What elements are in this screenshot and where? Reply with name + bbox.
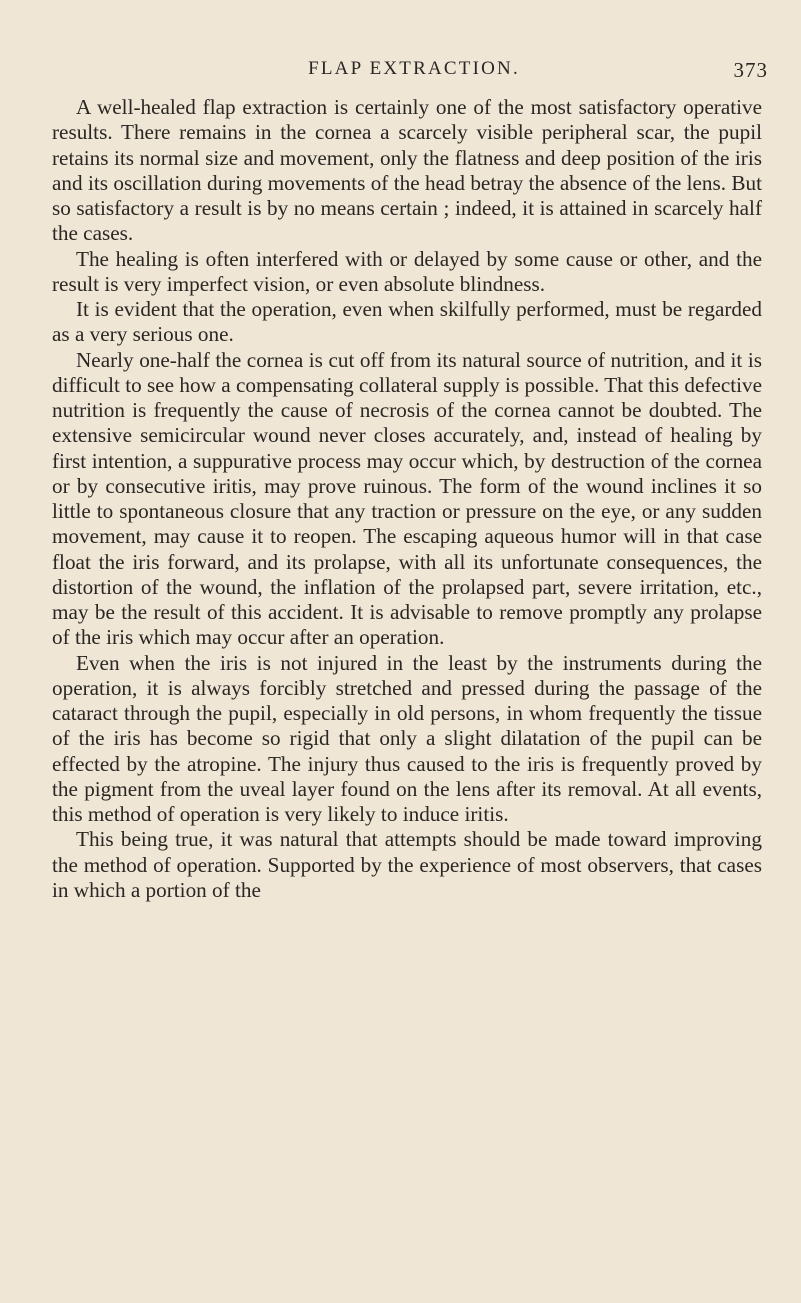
page-header	[60, 58, 768, 88]
paragraph-1: A well-healed flap extraction is certainly one of the most satisfactory operative results. There remains in the cornea a scarcely visible peripheral scar, the pupil retains its normal size and movement, only the flatness and deep position of the iris and its oscillation during movements of the head betray the absence of the lens. But so satisfactory a result is by no means certain ; indeed, it is attained in scarcely half the cases.	[52, 95, 762, 246]
running-head: FLAP EXTRACTION.	[308, 58, 520, 79]
paragraph-2: The healing is often interfered with or delayed by some cause or other, and the result is very imperfect vision, or even absolute blindness.	[52, 246, 762, 296]
paragraph-3: It is evident that the operation, even when skilfully performed, must be regarded as a very serious one.	[52, 297, 762, 347]
page-number: 373	[733, 58, 768, 82]
body-text	[52, 95, 762, 903]
paragraph-5: Even when the iris is not injured in the least by the instruments during the operation, it is always forcibly stretched and pressed during the passage of the cataract through the pupil, especially in old persons, in whom frequently the tissue of the iris has become so rigid that only a slight dilatation of the pupil can be effected by the atropine. The injury thus caused to the iris is frequently proved by the pigment from the uveal layer found on the lens after its removal. At all events, this method of operation is very likely to induce iritis.	[52, 650, 762, 826]
paragraph-4: Nearly one-half the cornea is cut off from its natural source of nutrition, and it is difficult to see how a compensating collateral supply is possible. That this defective nutrition is frequently the cause of necrosis of the cornea cannot be doubted. The extensive semicircular wound never closes accurately, and, instead of healing by first intention, a suppurative process may occur which, by destruction of the cornea or by consecutive iritis, may prove ruinous. The form of the wound inclines it so little to spontaneous closure that any traction or pressure on the eye, or any sudden movement, may cause it to reopen. The escaping aqueous humor will in that case float the iris forward, and its prolapse, with all its unfortunate consequences, the distortion of the wound, the inflation of the prolapsed part, severe irritation, etc., may be the result of this accident. It is advisable to remove promptly any prolapse of the iris which may occur after an operation.	[52, 347, 762, 650]
paragraph-6: This being true, it was natural that attempts should be made toward improving the method of operation. Supported by the experience of most observers, that cases in which a portion of the	[52, 827, 762, 902]
